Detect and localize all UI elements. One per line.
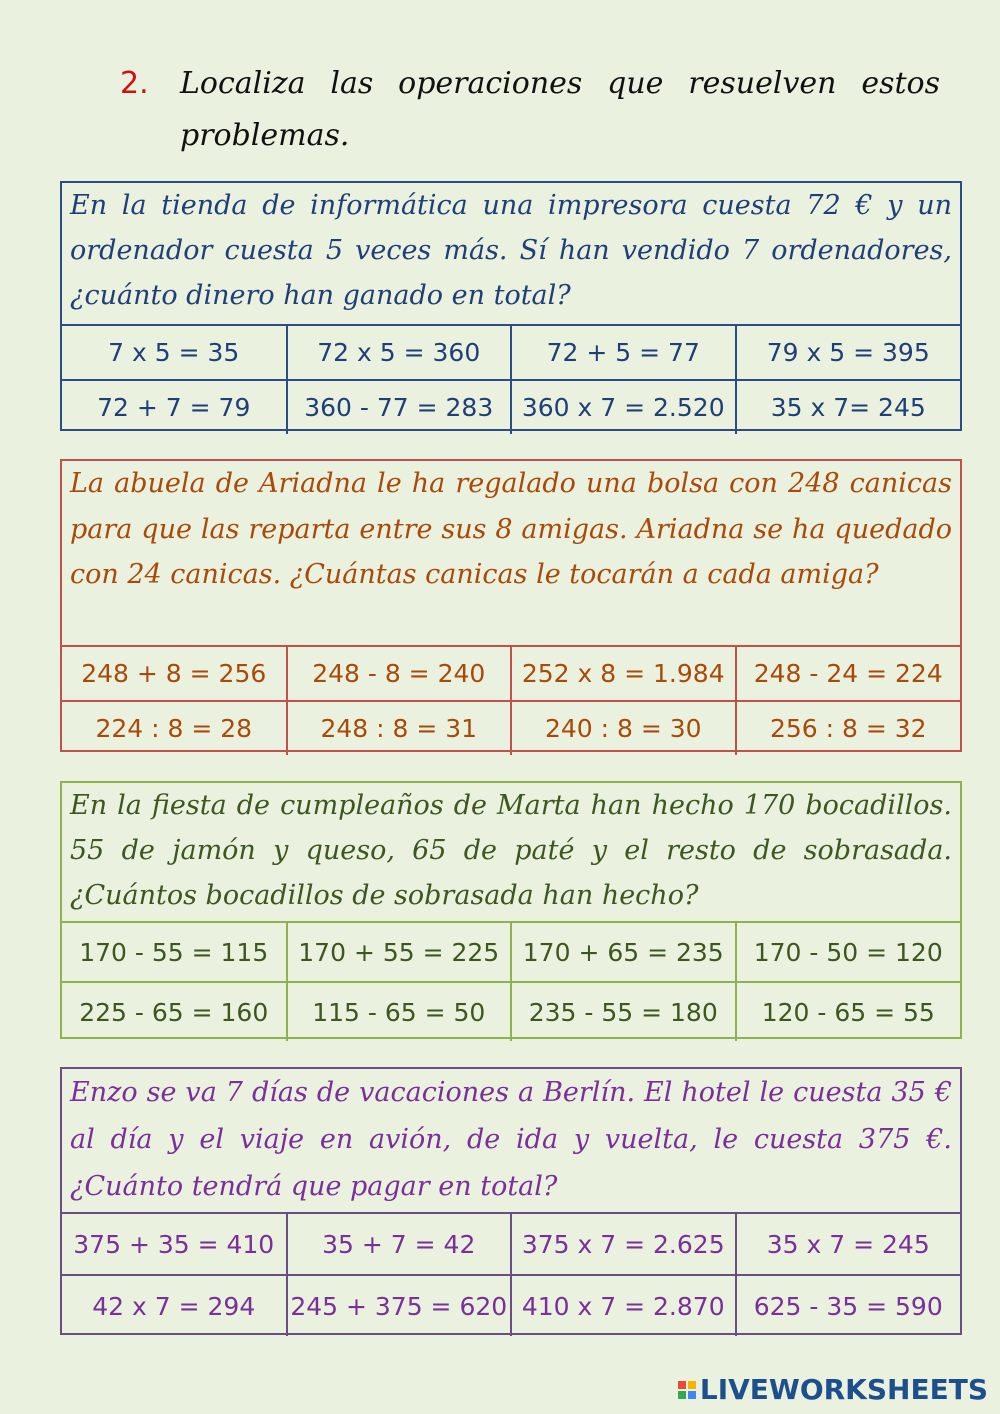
- operation-option[interactable]: 72 + 7 = 79: [62, 380, 287, 434]
- operation-option[interactable]: 235 - 55 = 180: [511, 982, 736, 1041]
- operations-table: [62, 647, 960, 755]
- operation-option[interactable]: 375 + 35 = 410: [62, 1214, 287, 1275]
- problem-card-3: [60, 781, 962, 1039]
- operation-option[interactable]: 79 x 5 = 395: [736, 326, 961, 380]
- operations-table: [62, 1214, 960, 1336]
- problem-card-1: [60, 181, 962, 431]
- operation-option[interactable]: 225 - 65 = 160: [62, 982, 287, 1041]
- operation-option[interactable]: 35 x 7= 245: [736, 380, 961, 434]
- operation-option[interactable]: 256 : 8 = 32: [736, 701, 961, 755]
- operation-option[interactable]: 35 + 7 = 42: [287, 1214, 512, 1275]
- operation-option[interactable]: 42 x 7 = 294: [62, 1275, 287, 1336]
- operations-row: [62, 701, 960, 755]
- operation-option[interactable]: 245 + 375 = 620: [287, 1275, 512, 1336]
- problem-statement: En la tienda de informática una impresora cuesta 72 € y un ordenador cuesta 5 veces más. Sí han vendido 7 ordenadores, ¿cuánto dinero han ganado en total?: [62, 183, 960, 326]
- operation-option[interactable]: 625 - 35 = 590: [736, 1275, 961, 1336]
- logo-square: [688, 1381, 696, 1389]
- operations-table: [62, 923, 960, 1041]
- operation-option[interactable]: 360 x 7 = 2.520: [511, 380, 736, 434]
- exercise-instruction: Localiza las operaciones que resuelven estos problemas.: [180, 66, 940, 153]
- operation-option[interactable]: 170 - 55 = 115: [62, 923, 287, 982]
- operation-option[interactable]: 248 - 24 = 224: [736, 647, 961, 701]
- operation-option[interactable]: 120 - 65 = 55: [736, 982, 961, 1041]
- operations-row: [62, 647, 960, 701]
- operation-option[interactable]: 248 + 8 = 256: [62, 647, 287, 701]
- problem-card-2: [60, 459, 962, 752]
- exercise-number: 2.: [120, 66, 149, 101]
- brand-name: LIVEWORKSHEETS: [699, 1373, 988, 1406]
- logo-square: [678, 1381, 686, 1389]
- operation-option[interactable]: 240 : 8 = 30: [511, 701, 736, 755]
- operation-option[interactable]: 248 - 8 = 240: [287, 647, 512, 701]
- logo-square: [688, 1391, 696, 1399]
- operation-option[interactable]: 72 x 5 = 360: [287, 326, 512, 380]
- operations-row: [62, 326, 960, 380]
- operation-option[interactable]: 7 x 5 = 35: [62, 326, 287, 380]
- operations-row: [62, 1275, 960, 1336]
- problem-statement: Enzo se va 7 días de vacaciones a Berlín. El hotel le cuesta 35 € al día y el viaje en avión, de ida y vuelta, le cuesta 375 €. ¿Cuánto tendrá que pagar en total?: [62, 1069, 960, 1214]
- logo-grid-icon: [678, 1381, 696, 1399]
- operation-option[interactable]: 115 - 65 = 50: [287, 982, 512, 1041]
- operations-row: [62, 1214, 960, 1275]
- logo-square: [678, 1391, 686, 1399]
- operation-option[interactable]: 252 x 8 = 1.984: [511, 647, 736, 701]
- operation-option[interactable]: 170 - 50 = 120: [736, 923, 961, 982]
- operation-option[interactable]: 170 + 55 = 225: [287, 923, 512, 982]
- operation-option[interactable]: 72 + 5 = 77: [511, 326, 736, 380]
- operation-option[interactable]: 170 + 65 = 235: [511, 923, 736, 982]
- operation-option[interactable]: 410 x 7 = 2.870: [511, 1275, 736, 1336]
- operations-row: [62, 923, 960, 982]
- operations-table: [62, 326, 960, 434]
- operation-option[interactable]: 248 : 8 = 31: [287, 701, 512, 755]
- operation-option[interactable]: 360 - 77 = 283: [287, 380, 512, 434]
- operations-row: [62, 380, 960, 434]
- problem-statement: En la fiesta de cumpleaños de Marta han hecho 170 bocadillos. 55 de jamón y queso, 65 de paté y el resto de sobrasada. ¿Cuántos bocadillos de sobrasada han hecho?: [62, 783, 960, 923]
- operation-option[interactable]: 224 : 8 = 28: [62, 701, 287, 755]
- exercise-heading: [120, 58, 940, 162]
- liveworksheets-logo: [678, 1373, 988, 1406]
- problem-statement: La abuela de Ariadna le ha regalado una bolsa con 248 canicas para que las reparta entre sus 8 amigas. Ariadna se ha quedado con 24 canicas. ¿Cuántas canicas le tocarán a cada amiga?: [62, 461, 960, 647]
- problem-card-4: [60, 1067, 962, 1335]
- operation-option[interactable]: 375 x 7 = 2.625: [511, 1214, 736, 1275]
- operation-option[interactable]: 35 x 7 = 245: [736, 1214, 961, 1275]
- operations-row: [62, 982, 960, 1041]
